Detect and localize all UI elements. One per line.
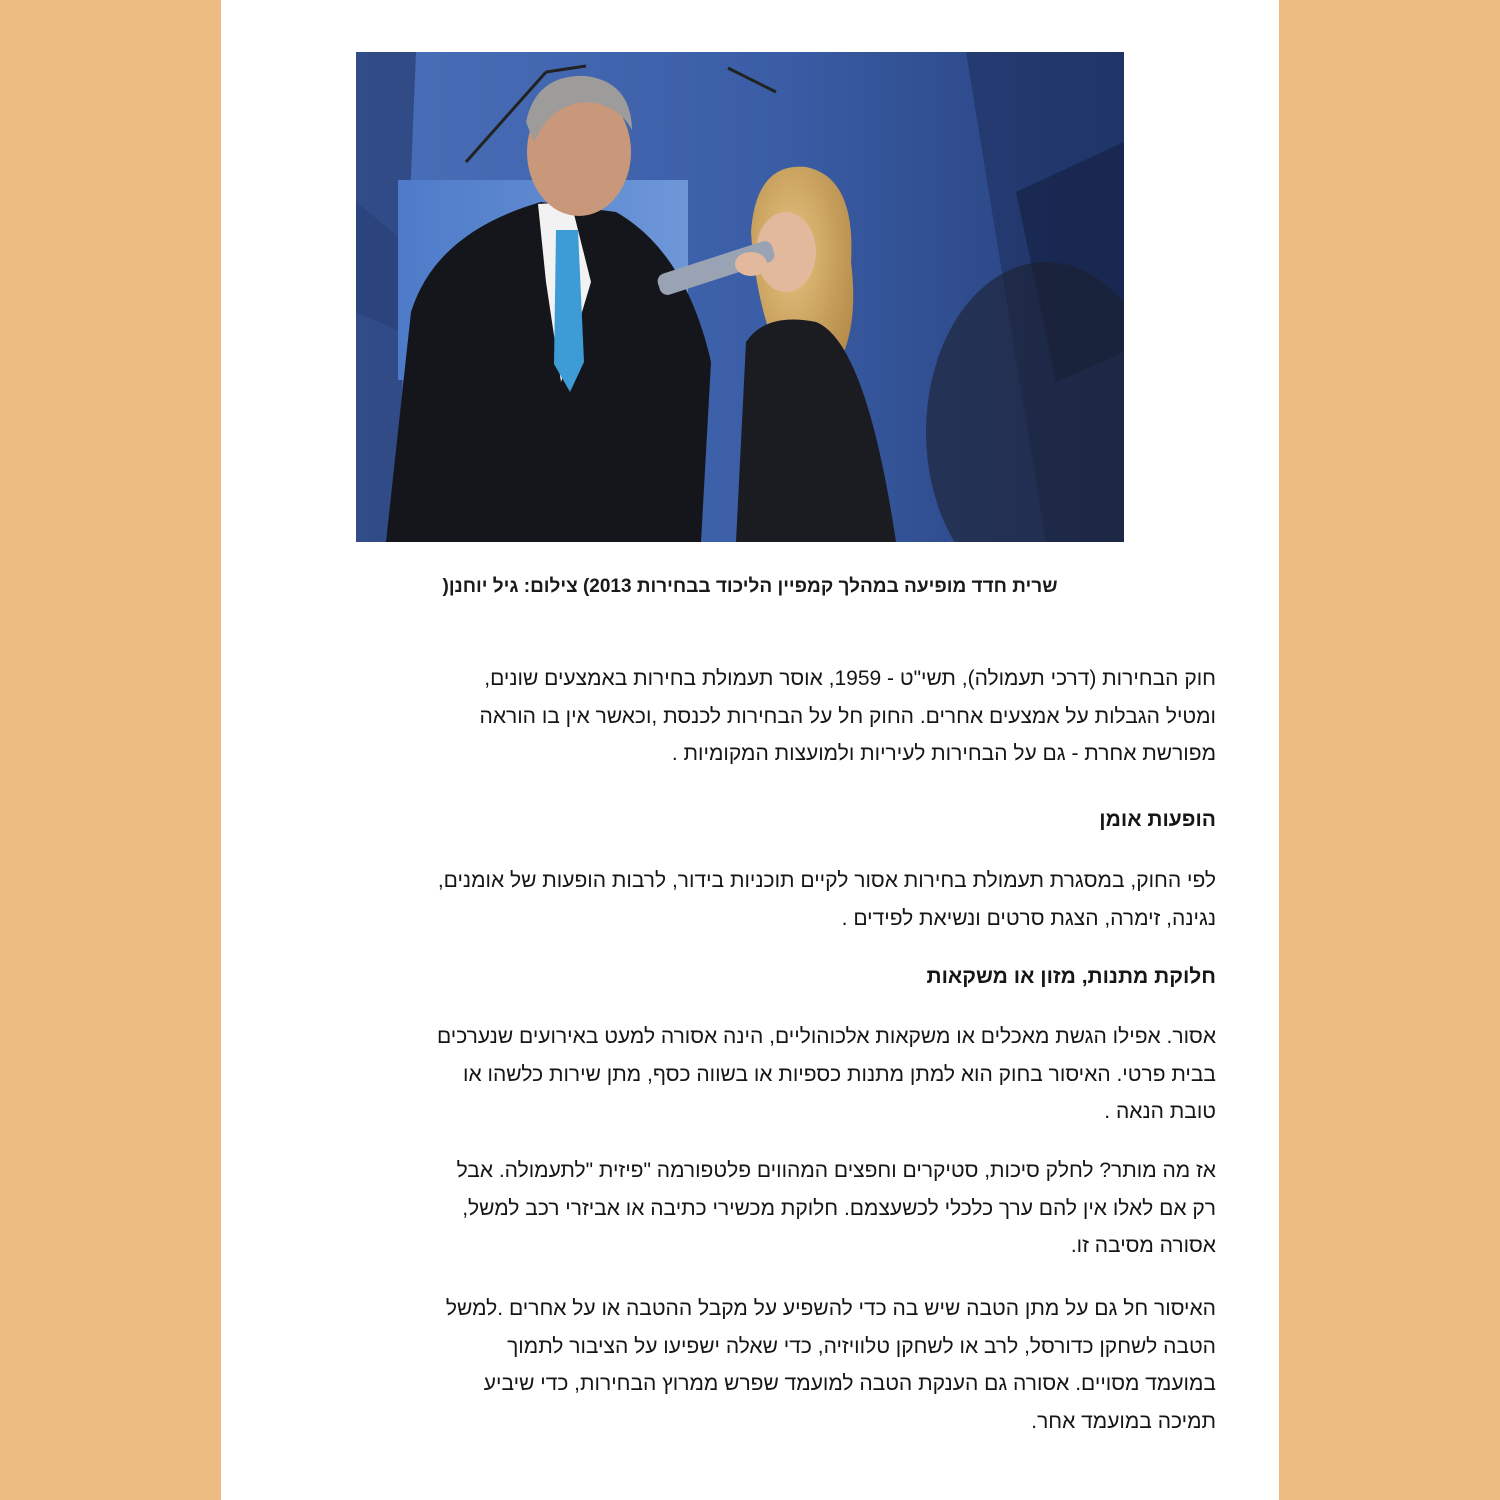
- paragraph-line: אסורה מסיבה זו.: [1070, 1234, 1216, 1257]
- paragraph-line: אסור. אפילו הגשת מאכלים או משקאות אלכוהוליים, הינה אסורה למעט באירועים שנערכים: [436, 1025, 1216, 1048]
- paragraph-line: במועמד מסויים. אסורה גם הענקת הטבה למועמד שפרש ממרוץ הבחירות, כדי שיביע: [483, 1372, 1216, 1395]
- paragraph-line: טובת הנאה .: [1104, 1100, 1216, 1123]
- paragraph-line: האיסור חל גם על מתן הטבה שיש בה כדי להשפיע על מקבל ההטבה או על אחרים .למשל: [445, 1297, 1216, 1320]
- paragraph-line: בבית פרטי. האיסור בחוק הוא למתן מתנות כספיות או בשווה כסף, מתן שירות כלשהו או: [463, 1062, 1216, 1086]
- paragraph-line: הטבה לשחקן כדורסל, לרב או לשחקן טלוויזיה, כדי שאלה ישפיעו על הציבור לתמוך: [507, 1334, 1216, 1358]
- paragraph-line: מפורשת אחרת - גם על הבחירות לעיריות ולמועצות המקומיות .: [671, 742, 1216, 765]
- paragraph-election-law: [266, 660, 1216, 773]
- paragraph-line: תמיכה במועמד אחר.: [1031, 1409, 1216, 1433]
- paragraph-line: נגינה, זימרה, הצגת סרטים ונשיאת לפידים .: [841, 906, 1216, 930]
- heading-gifts-food-drinks: חלוקת מתנות, מזון או משקאות: [926, 965, 1216, 988]
- document-page: [221, 0, 1279, 1500]
- heading-artist-performances: הופעות אומן: [1099, 808, 1216, 831]
- paragraph-line: ומטיל הגבלות על אמצעים אחרים. החוק חל על הבחירות לכנסת ,וכאשר אין בו הוראה: [479, 704, 1216, 728]
- paragraph-gifts: [266, 1018, 1216, 1131]
- paragraph-line: רק אם לאלו אין להם ערך כלכלי לכשעצמם. חלוקת מכשירי כתיבה או אביזרי רכב למשל,: [462, 1196, 1216, 1220]
- paragraph-what-allowed: [266, 1152, 1216, 1265]
- paragraph-performances: [266, 862, 1216, 937]
- paragraph-line: אז מה מותר? לחלק סיכות, סטיקרים וחפצים המהווים פלטפורמה "פיזית "לתעמולה. אבל: [456, 1159, 1216, 1182]
- photo-caption: שרית חדד מופיעה במהלך קמפיין הליכוד בבחירות 2013) צילום: גיל יוחנן(: [442, 576, 1058, 597]
- paragraph-line: חוק הבחירות (דרכי תעמולה), תשי"ט - 1959, אוסר תעמולת בחירות באמצעים שונים,: [484, 667, 1216, 690]
- paragraph-benefits: [266, 1290, 1216, 1440]
- stage-photo-illustration: [356, 52, 1124, 542]
- paragraph-line: לפי החוק, במסגרת תעמולת בחירות אסור לקיים תוכניות בידור, לרבות הופעות של אומנים,: [437, 869, 1216, 892]
- news-photo: [356, 52, 1124, 542]
